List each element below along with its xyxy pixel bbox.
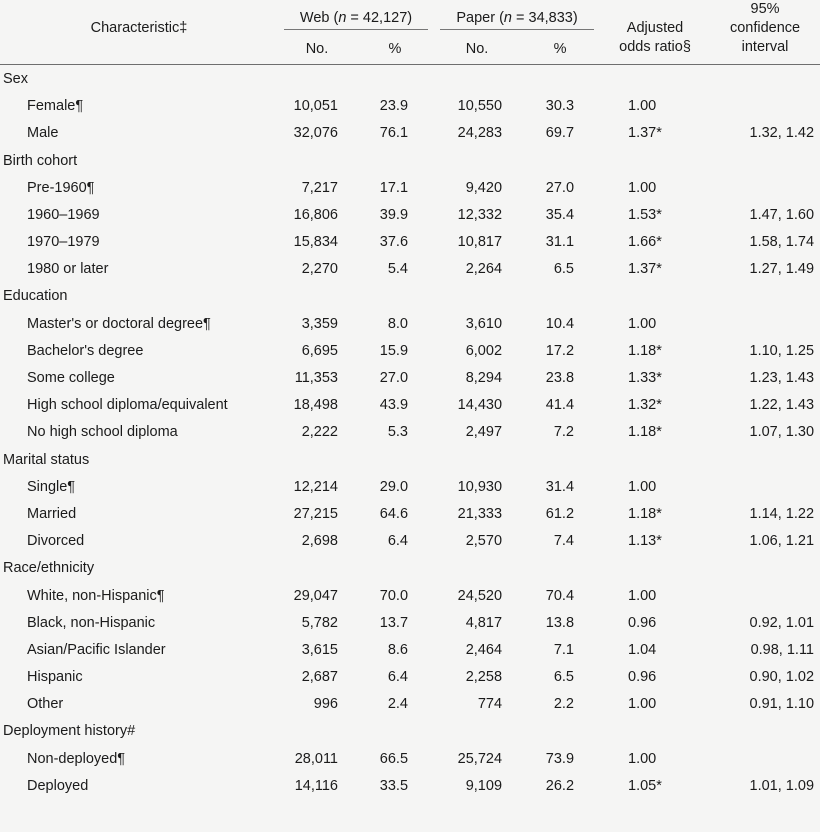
row-label: Some college [27, 370, 115, 387]
cell-odds-ratio: 1.37* [628, 125, 662, 142]
table-row [0, 772, 820, 799]
cell-web-no: 10,051 [293, 98, 338, 115]
cell-paper-no: 12,332 [457, 206, 503, 223]
table-row [0, 419, 820, 446]
row-label: Other [27, 696, 64, 713]
cell-odds-ratio: 1.05* [628, 777, 662, 794]
cell-web-pct: 8.0 [387, 315, 409, 332]
cell-confidence-interval [710, 310, 820, 337]
cell-web-no: 2,687 [301, 669, 338, 686]
cell-web-no: 6,695 [301, 342, 338, 359]
cell-odds-ratio: 1.18* [628, 424, 662, 441]
cell-web-no: 2,222 [301, 424, 338, 441]
table-row [0, 664, 820, 691]
row-label: 1960–1969 [27, 206, 100, 223]
table-row [0, 310, 820, 337]
header-adjusted-odds-ratio [600, 0, 710, 64]
table-row [0, 174, 820, 201]
cell-web-pct: 33.5 [379, 777, 409, 794]
row-label: Female¶ [27, 98, 84, 115]
cell-paper-pct: 6.5 [553, 261, 575, 278]
cell-web-no: 2,270 [301, 261, 338, 278]
row-label: Non-deployed¶ [27, 750, 126, 767]
cell-paper-pct: 30.3 [545, 98, 575, 115]
table-row [0, 337, 820, 364]
header-group-web [278, 0, 434, 33]
cell-odds-ratio: 1.00 [628, 478, 657, 495]
row-label: Single¶ [27, 478, 76, 495]
cell-web-no: 3,359 [301, 315, 338, 332]
cell-odds-ratio: 0.96 [628, 669, 657, 686]
header-group-paper-post: = 34,833) [511, 10, 578, 26]
cell-odds-ratio: 1.32* [628, 397, 662, 414]
cell-confidence-interval: 0.91, 1.10 [749, 696, 815, 713]
cell-odds-ratio: 1.33* [628, 370, 662, 387]
table-section-header-row [0, 147, 820, 174]
row-label: Bachelor's degree [27, 342, 144, 359]
table-row [0, 256, 820, 283]
cell-confidence-interval [710, 473, 820, 500]
header-confidence-interval-line3: interval [741, 39, 789, 56]
cell-web-pct: 37.6 [379, 234, 409, 251]
cell-confidence-interval [710, 745, 820, 772]
table-section-header-row [0, 283, 820, 310]
table-row [0, 745, 820, 772]
cell-confidence-interval: 1.06, 1.21 [749, 533, 815, 550]
cell-paper-no: 21,333 [457, 505, 503, 522]
table-section-header-row [0, 446, 820, 473]
cell-odds-ratio: 1.00 [628, 750, 657, 767]
table-section-header-row [0, 65, 820, 93]
cell-confidence-interval: 1.10, 1.25 [749, 342, 815, 359]
section-title: Marital status [3, 451, 90, 468]
cell-web-pct: 27.0 [379, 370, 409, 387]
cell-paper-no: 9,420 [465, 179, 503, 196]
row-label: 1970–1979 [27, 234, 100, 251]
row-label: Asian/Pacific Islander [27, 641, 166, 658]
cell-web-pct: 13.7 [379, 614, 409, 631]
table-row [0, 528, 820, 555]
section-title: Deployment history# [3, 723, 136, 740]
cell-web-no: 12,214 [293, 478, 338, 495]
cell-web-no: 996 [313, 696, 338, 713]
cell-odds-ratio: 1.00 [628, 179, 657, 196]
section-title: Race/ethnicity [3, 560, 95, 577]
table-row [0, 93, 820, 120]
cell-web-pct: 76.1 [379, 125, 409, 142]
cell-web-no: 18,498 [293, 397, 338, 414]
cell-confidence-interval [710, 174, 820, 201]
header-group-paper-n: n [503, 10, 512, 26]
cell-web-pct: 5.4 [387, 261, 409, 278]
cell-paper-no: 4,817 [465, 614, 503, 631]
table-row [0, 364, 820, 391]
header-confidence-interval [710, 0, 820, 64]
cell-web-pct: 70.0 [379, 587, 409, 604]
cell-paper-pct: 26.2 [545, 777, 575, 794]
row-label: Male [27, 125, 59, 142]
cell-web-no: 28,011 [294, 750, 338, 767]
cell-odds-ratio: 0.96 [628, 614, 657, 631]
cell-web-pct: 29.0 [379, 478, 409, 495]
cell-web-pct: 6.4 [387, 669, 409, 686]
table-row [0, 392, 820, 419]
header-group-web-post: = 42,127) [346, 10, 413, 26]
header-spanner-row [0, 0, 820, 33]
cell-paper-pct: 70.4 [545, 587, 575, 604]
cell-paper-pct: 7.4 [553, 533, 575, 550]
table-row [0, 691, 820, 718]
header-paper-rule [440, 29, 594, 30]
cell-paper-no: 8,294 [465, 370, 503, 387]
cell-confidence-interval: 0.92, 1.01 [749, 614, 815, 631]
cell-paper-pct: 17.2 [545, 342, 575, 359]
section-title: Education [3, 288, 68, 305]
cell-odds-ratio: 1.04 [628, 641, 657, 658]
cell-web-no: 32,076 [293, 125, 338, 142]
cell-paper-no: 2,570 [465, 533, 503, 550]
cell-paper-pct: 41.4 [545, 397, 575, 414]
header-group-paper-label [456, 10, 577, 26]
row-label: 1980 or later [27, 261, 109, 278]
header-web-pct: % [388, 41, 402, 58]
cell-confidence-interval [710, 93, 820, 120]
cell-web-pct: 6.4 [387, 533, 409, 550]
cell-odds-ratio: 1.18* [628, 342, 662, 359]
header-group-web-pre: Web ( [299, 10, 339, 26]
table-section-header-row [0, 718, 820, 745]
header-paper-no: No. [465, 41, 489, 58]
cell-web-no: 2,698 [301, 533, 338, 550]
cell-paper-pct: 31.1 [545, 234, 575, 251]
cell-web-pct: 2.4 [387, 696, 409, 713]
table-row [0, 500, 820, 527]
cell-web-pct: 43.9 [379, 397, 409, 414]
cell-paper-no: 2,497 [465, 424, 503, 441]
table-body [0, 65, 820, 800]
cell-confidence-interval: 1.01, 1.09 [749, 777, 815, 794]
header-web-no: No. [305, 41, 329, 58]
cell-web-no: 14,116 [294, 777, 338, 794]
cell-paper-no: 6,002 [465, 342, 503, 359]
cell-odds-ratio: 1.18* [628, 505, 662, 522]
row-label: No high school diploma [27, 424, 178, 441]
cell-confidence-interval: 1.22, 1.43 [749, 397, 815, 414]
cell-paper-no: 9,109 [465, 777, 503, 794]
table-row [0, 582, 820, 609]
row-label: Black, non-Hispanic [27, 614, 156, 631]
cell-odds-ratio: 1.37* [628, 261, 662, 278]
header-confidence-interval-line2: confidence [729, 20, 801, 37]
cell-confidence-interval: 1.47, 1.60 [749, 206, 815, 223]
cell-paper-no: 24,520 [457, 587, 503, 604]
cell-paper-no: 25,724 [457, 750, 503, 767]
cell-odds-ratio: 1.13* [628, 533, 662, 550]
table-section-header-row [0, 555, 820, 582]
cell-paper-pct: 7.1 [553, 641, 575, 658]
header-characteristic: Characteristic‡ [90, 19, 188, 36]
cell-paper-pct: 23.8 [545, 370, 575, 387]
cell-confidence-interval: 1.07, 1.30 [749, 424, 815, 441]
cell-paper-no: 3,610 [465, 315, 503, 332]
cell-paper-no: 774 [477, 696, 503, 713]
header-web-rule [284, 29, 428, 30]
cell-web-no: 15,834 [293, 234, 338, 251]
row-label: Hispanic [27, 669, 83, 686]
cell-paper-pct: 61.2 [545, 505, 575, 522]
cell-web-no: 7,217 [301, 179, 338, 196]
cell-paper-pct: 13.8 [545, 614, 575, 631]
section-title: Birth cohort [3, 152, 78, 169]
cell-web-pct: 64.6 [379, 505, 409, 522]
row-label: High school diploma/equivalent [27, 397, 228, 414]
cell-paper-no: 2,464 [465, 641, 503, 658]
cell-odds-ratio: 1.66* [628, 234, 662, 251]
cell-paper-no: 14,430 [457, 397, 503, 414]
cell-paper-pct: 73.9 [545, 750, 575, 767]
cell-odds-ratio: 1.53* [628, 206, 662, 223]
header-group-paper [434, 0, 600, 33]
cell-paper-pct: 10.4 [545, 315, 575, 332]
cell-paper-pct: 69.7 [545, 125, 575, 142]
header-group-web-label [300, 10, 412, 26]
cell-paper-no: 10,930 [457, 478, 503, 495]
cell-odds-ratio: 1.00 [628, 696, 657, 713]
cell-web-no: 16,806 [293, 206, 338, 223]
cell-web-pct: 39.9 [379, 206, 409, 223]
table-row [0, 229, 820, 256]
cell-web-pct: 23.9 [379, 98, 409, 115]
row-label: Married [27, 505, 77, 522]
cell-web-pct: 17.1 [379, 179, 409, 196]
cell-paper-pct: 7.2 [553, 424, 575, 441]
table-row [0, 609, 820, 636]
section-title: Sex [3, 70, 28, 87]
cell-paper-pct: 35.4 [545, 206, 575, 223]
header-paper-pct: % [553, 41, 567, 58]
row-label: Master's or doctoral degree¶ [27, 315, 211, 332]
row-label: Pre-1960¶ [27, 179, 95, 196]
cell-web-pct: 5.3 [387, 424, 409, 441]
cell-web-no: 5,782 [301, 614, 338, 631]
cell-web-no: 3,615 [301, 641, 338, 658]
table-row [0, 473, 820, 500]
cell-web-no: 29,047 [293, 587, 338, 604]
cell-paper-no: 2,258 [465, 669, 503, 686]
row-label: Deployed [27, 777, 89, 794]
cell-paper-pct: 31.4 [545, 478, 575, 495]
header-confidence-interval-line1: 95% [750, 1, 780, 17]
cell-confidence-interval: 1.32, 1.42 [749, 125, 815, 142]
cell-confidence-interval: 0.98, 1.11 [750, 641, 815, 658]
header-adjusted-odds-ratio-line1: Adjusted [626, 20, 684, 37]
table-header [0, 0, 820, 65]
row-label: Divorced [27, 533, 85, 550]
table-row [0, 636, 820, 663]
table-row [0, 120, 820, 147]
row-label: White, non-Hispanic¶ [27, 587, 165, 604]
cell-confidence-interval: 1.14, 1.22 [749, 505, 815, 522]
cell-paper-no: 10,550 [457, 98, 503, 115]
cell-web-pct: 66.5 [379, 750, 409, 767]
cell-web-no: 27,215 [293, 505, 338, 522]
cell-web-no: 11,353 [294, 370, 338, 387]
table-row [0, 201, 820, 228]
cell-paper-no: 10,817 [457, 234, 503, 251]
cell-confidence-interval: 1.58, 1.74 [749, 234, 815, 251]
header-group-paper-pre: Paper ( [456, 10, 504, 26]
header-group-web-n: n [338, 10, 347, 26]
cell-odds-ratio: 1.00 [628, 315, 657, 332]
cell-paper-pct: 27.0 [545, 179, 575, 196]
cell-paper-no: 24,283 [457, 125, 503, 142]
cell-odds-ratio: 1.00 [628, 98, 657, 115]
cell-paper-pct: 2.2 [553, 696, 575, 713]
cell-web-pct: 8.6 [387, 641, 409, 658]
cell-confidence-interval: 0.90, 1.02 [749, 669, 815, 686]
cell-odds-ratio: 1.00 [628, 587, 657, 604]
cell-web-pct: 15.9 [379, 342, 409, 359]
cell-confidence-interval: 1.27, 1.49 [749, 261, 815, 278]
cell-paper-pct: 6.5 [553, 669, 575, 686]
header-adjusted-odds-ratio-line2: odds ratio§ [619, 39, 691, 56]
cell-paper-no: 2,264 [465, 261, 503, 278]
cell-confidence-interval [710, 582, 820, 609]
cell-confidence-interval: 1.23, 1.43 [749, 370, 815, 387]
